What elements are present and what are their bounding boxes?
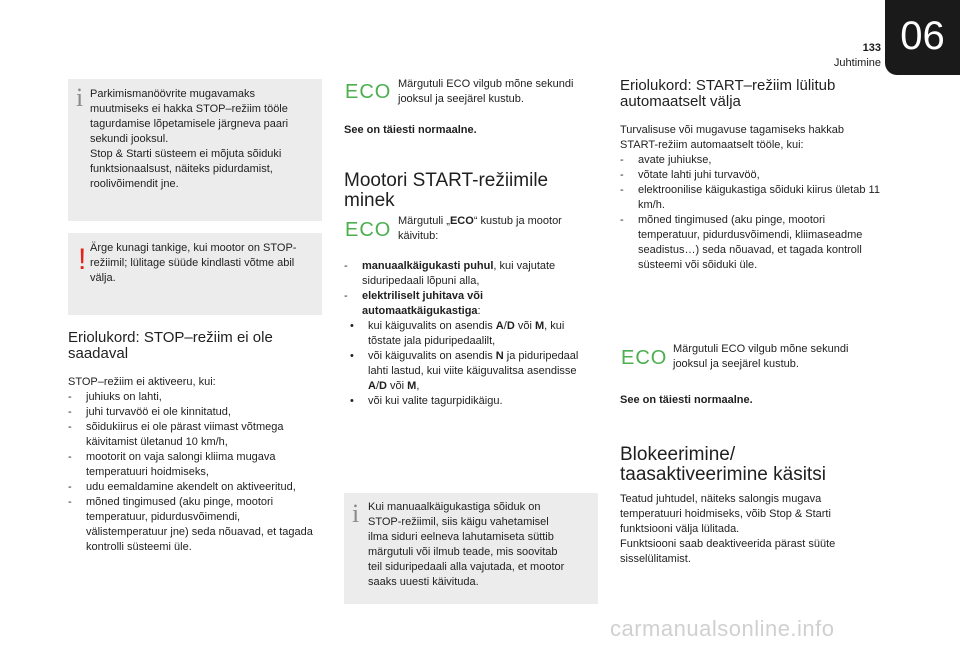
list-item: - elektriliselt juhitava või automaatkäigukastiga: • kui käiguvalits on asendis A/D või M, kui tõstate jala piduripedaalilt, • või käiguvalits on asendis N ja piduripedaal lahti lastud, kui viite käiguvalitsa asendisse A/D või M, • või kui valite tagurpidikäigu. — [344, 289, 598, 409]
chapter-tab — [885, 0, 960, 75]
info-box-manual-gearbox — [344, 493, 598, 604]
list-item: - mootorit on vaja salongi kliima mugava temperatuuri hoidmiseks, — [68, 450, 323, 480]
info-box-parking — [68, 79, 322, 221]
start-conditions — [344, 259, 598, 409]
eco-off-note: Märgutuli „ECO“ kustub ja mootor käivitub: — [398, 215, 562, 242]
list-item: - juhiuks on lahti, — [68, 390, 323, 405]
info-icon: i — [76, 83, 84, 112]
warning-box-refuel — [68, 233, 322, 315]
normal-note: See on täiesti normaalne. — [620, 394, 753, 406]
list-item: - juhi turvavöö ei ole kinnitatud, — [68, 405, 323, 420]
info-text: Parkimismanöövrite mugavamaks muutmiseks ei hakka STOP–režiim tööle tagurdamise lõpetamisele järgneva paari sekundi jooksul. Stop & Starti süsteem ei mõjuta sõiduki funktsionaalsust, näiteks pidurdamist, roolivõimendit jne. — [90, 88, 289, 190]
list-item: - manuaalkäigukasti puhul, kui vajutate siduripedaali lõpuni alla, — [344, 259, 598, 289]
conditions-list — [68, 390, 323, 555]
stop-mode-conditions — [68, 375, 323, 555]
eco-icon: ECO — [345, 219, 392, 241]
auto-start-conditions: Turvalisuse või mugavuse tagamiseks hakkab START-režiim automaatselt tööle, kui: - avate juhiukse, - võtate lahti juhi turvavöö, - elektroonilise käigukastiga sõiduki kiirus ületab 11 km/h. - mõned tingimused (aku pinge, mootori temperatuur, pidurdusvõimendi, kliimaseadme seadistus…) seda nõuavad, et tagada kontroll süsteemi või sõiduki üle. — [620, 123, 880, 273]
info-icon: i — [352, 499, 360, 528]
conditions-intro: STOP–režiim ei aktiveeru, kui: — [68, 376, 216, 388]
heading-manual-toggle: Blokeerimine/ taasaktiveerimine käsitsi — [620, 444, 826, 485]
section-name: Juhtimine — [833, 57, 881, 69]
heading-stop-mode-unavailable: Eriolukord: STOP–režiim ei ole saadaval — [68, 329, 273, 362]
warning-exclamation-icon: ! — [78, 243, 87, 276]
page-number: 133 — [862, 42, 881, 54]
list-item: - avate juhiukse, — [620, 153, 880, 168]
manual-toggle-text: Teatud juhtudel, näiteks salongis mugava temperatuuri hoidmiseks, võib Stop & Starti funktsiooni välja lülitada. Funktsiooni saab deaktiveerida pärast süüte sisselülitamist. — [620, 493, 836, 565]
sub-list-item: • või käiguvalits on asendis N ja piduripedaal lahti lastud, kui viite käiguvalitsa asendisse A/D või M, — [350, 349, 598, 394]
eco-icon: ECO — [345, 81, 392, 103]
eco-blink-note: Märgutuli ECO vilgub mõne sekundi jooksul ja seejärel kustub. — [398, 78, 574, 105]
heading-start-mode-auto: Eriolukord: START–režiim lülitub automaatselt välja — [620, 77, 836, 110]
sub-list-item: • kui käiguvalits on asendis A/D või M, kui tõstate jala piduripedaalilt, — [350, 319, 598, 349]
warning-text: Ärge kunagi tankige, kui mootor on STOP- režiimil; lülitage süüde kindlasti võtme abil välja. — [90, 242, 297, 284]
list-item: - elektroonilise käigukastiga sõiduki kiirus ületab 11 km/h. — [620, 183, 880, 213]
list-item: - sõidukiirus ei ole pärast viimast võtmega käivitamist ületanud 10 km/h, — [68, 420, 323, 450]
list-item: - mõned tingimused (aku pinge, mootori temperatuur, pidurdusvõimendi, kliimaseadme seadistus…) seda nõuavad, et tagada kontroll süsteemi või sõiduki üle. — [620, 213, 880, 273]
heading-start-mode: Mootori START-režiimile minek — [344, 170, 549, 211]
normal-note: See on täiesti normaalne. — [344, 124, 477, 136]
list-item: - mõned tingimused (aku pinge, mootori temperatuur, pidurdusvõimendi, välistemperatuur jne) seda nõuavad, et tagada kontrolli süsteemi üle. — [68, 495, 323, 555]
watermark: carmanualsonline.info — [610, 616, 835, 641]
list-item: - võtate lahti juhi turvavöö, — [620, 168, 880, 183]
chapter-number: 06 — [900, 14, 945, 58]
eco-icon: ECO — [621, 347, 668, 369]
eco-blink-note: Märgutuli ECO vilgub mõne sekundi jooksul ja seejärel kustub. — [673, 343, 849, 370]
sub-list-item: • või kui valite tagurpidikäigu. — [350, 394, 598, 409]
info-text: Kui manuaalkäigukastiga sõiduk on STOP-režiimil, siis käigu vahetamisel ilma siduri eelneva lahutamiseta süttib märgutuli või ilmub teade, mis soovitab teil siduripedaali alla vajutada, et mootor saaks uuesti käivituda. — [368, 501, 565, 588]
sub-list — [350, 319, 598, 409]
list-item: - udu eemaldamine akendelt on aktiveeritud, — [68, 480, 323, 495]
